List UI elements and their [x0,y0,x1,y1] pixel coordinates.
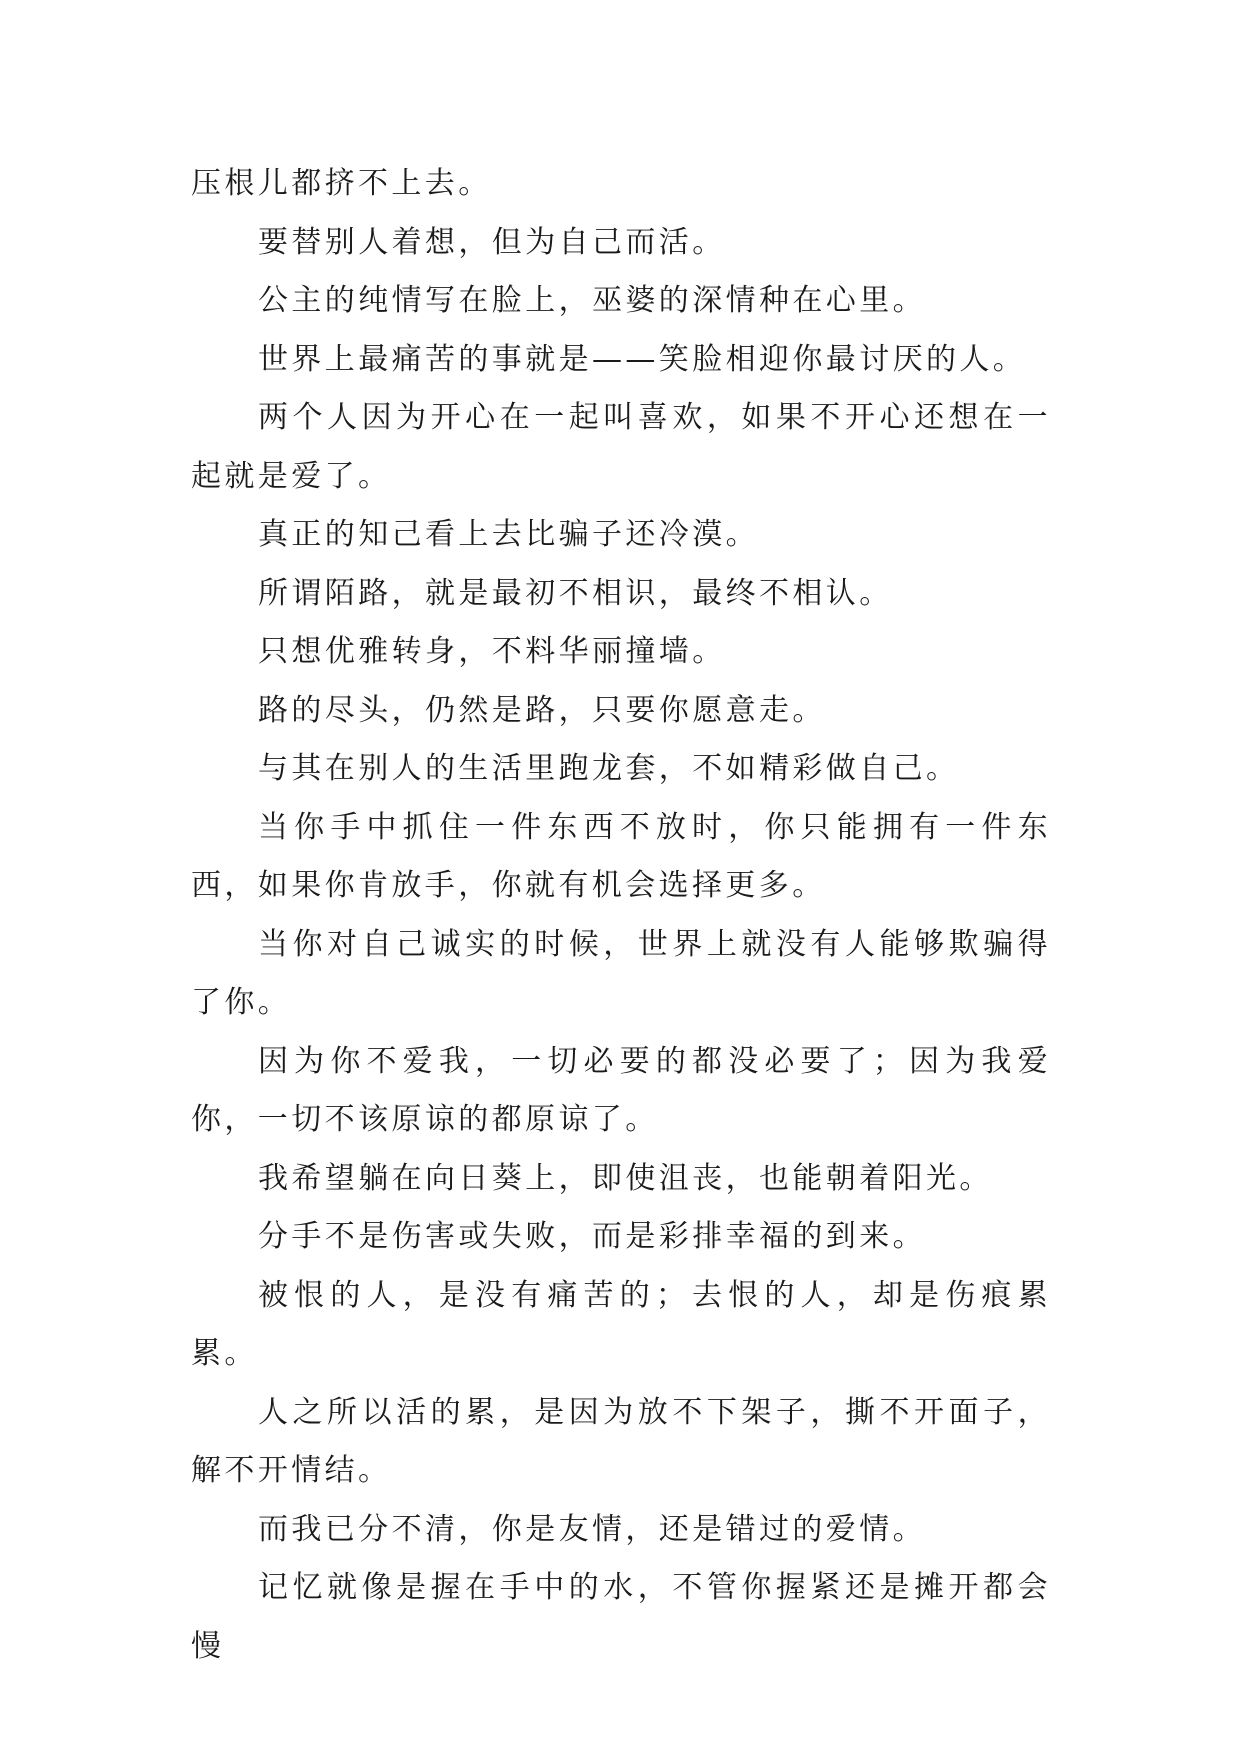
paragraph: 因为你不爱我，一切必要的都没必要了；因为我爱你，一切不该原谅的都原谅了。 [191,1043,1051,1137]
paragraph: 世界上最痛苦的事就是——笑脸相迎你最讨厌的人。 [258,341,1027,377]
paragraph: 压根儿都挤不上去。 [191,166,492,201]
paragraph: 分手不是伤害或失败，而是彩排幸福的到来。 [258,1219,926,1254]
paragraph: 两个人因为开心在一起叫喜欢，如果不开心还想在一起就是爱了。 [191,400,1051,494]
paragraph: 而我已分不清，你是友情，还是错过的爱情。 [258,1511,926,1547]
paragraph: 我希望躺在向日葵上，即使沮丧，也能朝着阳光。 [258,1160,993,1196]
paragraph: 真正的知己看上去比骗子还冷漠。 [258,517,759,552]
paragraph: 人之所以活的累，是因为放不下架子，撕不开面子，解不开情结。 [191,1394,1051,1488]
paragraph: 当你对自己诚实的时候，世界上就没有人能够欺骗得了你。 [191,926,1051,1020]
paragraph: 与其在别人的生活里跑龙套，不如精彩做自己。 [258,751,960,786]
paragraph: 只想优雅转身，不料华丽撞墙。 [258,634,726,669]
paragraph: 所谓陌路，就是最初不相识，最终不相认。 [258,575,893,611]
paragraph: 路的尽头，仍然是路，只要你愿意走。 [258,692,826,728]
paragraph: 公主的纯情写在脸上，巫婆的深情种在心里。 [258,283,926,318]
paragraph: 被恨的人，是没有痛苦的；去恨的人，却是伤痕累累。 [191,1277,1051,1371]
paragraph: 记忆就像是握在手中的水，不管你握紧还是摊开都会慢 [191,1570,1051,1664]
document-body [191,155,1051,1676]
paragraph: 当你手中抓住一件东西不放时，你只能拥有一件东西，如果你肯放手，你就有机会选择更多。 [191,809,1051,903]
paragraph: 要替别人着想，但为自己而活。 [258,224,726,260]
